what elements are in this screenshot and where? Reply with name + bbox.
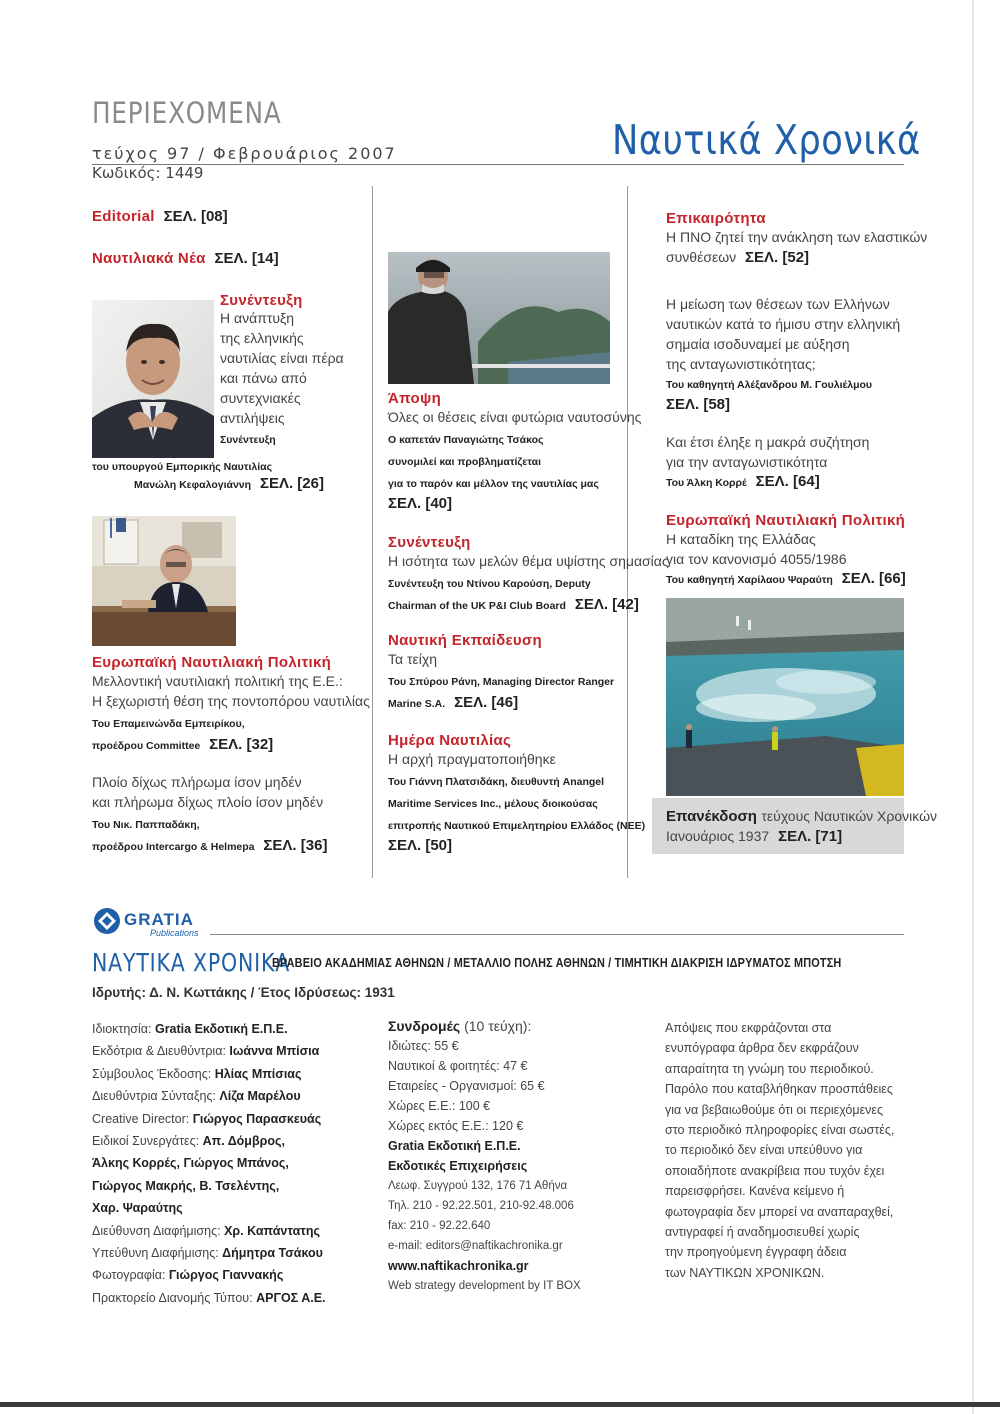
staff-row: Άλκης Κορρές, Γιώργος Μπάνος, [92, 1156, 289, 1171]
contact-fax: fax: 210 - 92.22.640 [388, 1220, 491, 1232]
toc-euro-title: Ευρωπαϊκή Ναυτιλιακή Πολιτική [92, 654, 332, 671]
reissue-date: Ιανουάριος 1937 [666, 828, 770, 844]
footer-rule [210, 934, 904, 935]
toc-interview1-page: ΣΕΛ. [26] [259, 475, 324, 492]
toc-reduction-line: Η μείωση των θέσεων των Ελλήνων [666, 296, 890, 312]
toc-shipday-line1: Η αρχή πραγματοποιήθηκε [388, 751, 556, 767]
staff-row: Υπεύθυνη Διαφήμισης: Δήμητρα Τσάκου [92, 1246, 323, 1261]
captain-photo [388, 252, 610, 384]
headline-line: Η ανάπτυξη [220, 310, 295, 326]
company-name: Gratia Εκδοτική Ε.Π.Ε. [388, 1139, 521, 1153]
toc-euro2-line1: Η καταδίκη της Ελλάδας [666, 531, 816, 547]
toc-shipday-author1: Του Γιάννη Πλατσιδάκη, διευθυντή Anangel [388, 776, 605, 788]
subs-row: Χώρες Ε.Ε.: 100 € [388, 1099, 491, 1113]
disclaimer-line: οποιαδήποτε ανακρίβεια που τυχόν έχει [665, 1163, 885, 1178]
disclaimer [665, 1018, 895, 1283]
toc-current-page: ΣΕΛ. [52] [745, 249, 810, 266]
toc-competition-line1: Και έτσι έληξε η μακρά συζήτηση [666, 434, 870, 450]
minister-portrait [92, 300, 214, 458]
toc-euro2-author: Του καθηγητή Χαρίλαου Ψαραύτη [666, 574, 833, 586]
contact-address: Λεωφ. Συγγρού 132, 176 71 Αθήνα [388, 1180, 568, 1192]
toc-euro2-byline [666, 569, 906, 591]
disclaimer-line: αντιγραφεί ή αναδημοσιευθεί χωρίς [665, 1225, 860, 1240]
toc-opinion-author3: για το παρόν και μέλλον της ναυτιλίας μας [388, 478, 599, 490]
disclaimer-line: Απόψεις που εκφράζονται στα [665, 1021, 832, 1035]
company-desc: Εκδοτικές Επιχειρήσεις [388, 1159, 528, 1173]
contact-phone: Τηλ. 210 - 92.22.501, 210-92.48.006 [388, 1200, 574, 1212]
toc-opinion-title: Άποψη [388, 390, 442, 407]
toc-reduction-author: Του καθηγητή Αλέξανδρου Μ. Γουλιέλμου [666, 379, 873, 391]
staff-row: Σύμβουλος Έκδοσης: Ηλίας Μπίσιας [92, 1066, 302, 1081]
toc-opinion-line1: Όλες οι θέσεις είναι φυτώρια ναυτοσύνης [388, 409, 642, 425]
toc-euro-policy[interactable] [92, 654, 370, 757]
ship-deck-photo [666, 598, 904, 796]
disclaimer-line: παρεισφρήσει. Κανένα κείμενο ή [665, 1184, 845, 1199]
staff-row: Γιώργος Μακρής, Β. Τσελέντης, [92, 1178, 280, 1193]
reissue-bold: Επανέκδοση [666, 808, 757, 825]
subs-row: Εταιρείες - Οργανισμοί: 65 € [388, 1079, 545, 1093]
subs-row: Ναυτικοί & φοιτητές: 47 € [388, 1059, 528, 1073]
toc-shipday-author2: Maritime Services Inc., μέλους διοικούσας [388, 798, 598, 810]
toc-opinion-author1: Ο καπετάν Παναγιώτης Τσάκος [388, 434, 544, 446]
toc-interview1-headline [220, 308, 344, 428]
disclaimer-line: για να βεβαιωθούμε ότι οι περιεχόμενες [665, 1102, 883, 1117]
footer-awards: ΒΡΑΒΕΙΟ ΑΚΑΔΗΜΙΑΣ ΑΘΗΝΩΝ / ΜΕΤΑΛΛΙΟ ΠΟΛΗΣ ΑΘΗΝΩΝ / ΤΙΜΗΤΙΚΗ ΔΙΑΚΡΙΣΗ ΙΔΡΥΜΑΤΟΣ ΜΠΟΤΣΗ [272, 956, 842, 970]
toc-shipday-title: Ημέρα Ναυτιλίας [388, 732, 512, 749]
toc-interview2-line1: Η ισότητα των μελών θέμα υψίστης σημασίας [388, 553, 669, 569]
toc-shipday-page: ΣΕΛ. [50] [388, 837, 453, 854]
toc-euro2[interactable] [666, 512, 906, 591]
toc-opinion[interactable] [388, 390, 641, 512]
reissue-line2 [666, 826, 842, 846]
disclaimer-line: των ΝΑΥΤΙΚΩΝ ΧΡΟΝΙΚΩΝ. [665, 1265, 825, 1280]
toc-crew-author2: προέδρου Intercargo & Helmepa [92, 841, 255, 853]
toc-competition-line2: για την ανταγωνιστικότητα [666, 454, 828, 470]
toc-news-page: ΣΕΛ. [14] [214, 250, 279, 267]
staff-row: Ειδικοί Συνεργάτες: Απ. Δόμβρος, [92, 1134, 285, 1149]
toc-education-line1: Τα τείχη [388, 651, 438, 667]
toc-crew-page: ΣΕΛ. [36] [263, 837, 328, 854]
toc-reduction-line: σημαία ισοδυναμεί με αύξηση [666, 336, 850, 352]
disclaimer-line: ενυπόγραφα άρθρα δεν εκφράζουν [665, 1041, 859, 1056]
toc-crew[interactable] [92, 772, 327, 858]
subs-heading: Συνδρομές (10 τεύχη): [388, 1018, 532, 1034]
headline-line: ναυτιλίας είναι πέρα [220, 350, 344, 366]
reissue-text: τεύχους Ναυτικών Χρονικών [761, 808, 937, 824]
toc-current-byline [666, 247, 927, 267]
disclaimer-line: την προηγούμενη έγγραφη άδεια [665, 1245, 847, 1260]
toc-interview1-name: Μανώλη Κεφαλογιάννη [134, 479, 252, 491]
toc-crew-byline [92, 836, 327, 858]
toc-editorial[interactable] [92, 208, 228, 226]
gratia-logo-icon [92, 906, 122, 936]
subs-row: Ιδιώτες: 55 € [388, 1039, 459, 1053]
toc-interview1-author-line2: του υπουργού Εμπορικής Ναυτιλίας [92, 461, 273, 473]
toc-interview2[interactable] [388, 534, 669, 617]
staff-row: Εκδότρια & Διευθύντρια: Ιωάννα Μπίσια [92, 1044, 320, 1059]
toc-euro-line1: Μελλοντική ναυτιλιακή πολιτική της Ε.Ε.: [92, 673, 343, 689]
headline-line: συντεχνιακές [220, 390, 301, 406]
reissue-page: ΣΕΛ. [71] [778, 828, 843, 845]
toc-competition-page: ΣΕΛ. [64] [755, 473, 820, 490]
toc-competition-byline [666, 472, 869, 494]
disclaimer-line: Παρόλο που καταβλήθηκαν προσπάθειες [665, 1082, 893, 1097]
toc-interview2-author2: Chairman of the UK P&I Club Board [388, 600, 566, 612]
toc-opinion-author2: συνομιλεί και προβληματίζεται [388, 456, 542, 468]
staff-list [92, 1018, 382, 1309]
toc-euro2-title: Ευρωπαϊκή Ναυτιλιακή Πολιτική [666, 512, 906, 529]
toc-current[interactable] [666, 210, 927, 267]
toc-interview2-byline [388, 595, 669, 617]
staff-row: Ιδιοκτησία: Gratia Εκδοτική Ε.Π.Ε. [92, 1022, 288, 1036]
toc-interview1[interactable] [220, 292, 344, 451]
toc-shipday-author3: επιτροπής Ναυτικού Επιμελητηρίου Ελλάδος (ΝΕΕ) [388, 820, 646, 832]
toc-crew-author: Του Νικ. Παππαδάκη, [92, 819, 200, 831]
toc-education-byline [388, 693, 614, 715]
toc-reduction[interactable] [666, 294, 900, 413]
toc-editorial-title: Editorial [92, 208, 155, 225]
toc-interview2-title: Συνέντευξη [388, 534, 471, 551]
footer-title: ΝΑΥΤΙΚΑ ΧΡΟΝΙΚΑ [92, 948, 291, 977]
disclaimer-line: φωτογραφία δεν μπορεί να αναπαραχθεί, [665, 1204, 894, 1219]
toc-interview1-title: Συνέντευξη [220, 292, 303, 309]
toc-euro2-line2: για τον κανονισμό 4055/1986 [666, 551, 847, 567]
disclaimer-line: απαραίτητα τη γνώμη του περιοδικού. [665, 1061, 874, 1076]
issue-line: τεύχος 97 / Φεβρουάριος 2007 [92, 144, 397, 163]
toc-education-author1: Του Σπύρου Ράνη, Managing Director Ranger [388, 676, 615, 688]
toc-education-title: Ναυτική Εκπαίδευση [388, 632, 542, 649]
masthead-title: Ναυτικά Χρονικά [612, 116, 921, 164]
toc-opinion-page: ΣΕΛ. [40] [388, 495, 453, 512]
toc-euro-author2: προέδρου Committee [92, 740, 201, 752]
toc-interview1-author: Συνέντευξη [220, 434, 276, 446]
staff-row: Φωτογραφία: Γιώργος Γιαννακής [92, 1268, 284, 1283]
toc-editorial-page: ΣΕΛ. [08] [163, 208, 228, 225]
toc-current-line2: συνθέσεων [666, 249, 737, 265]
toc-euro2-page: ΣΕΛ. [66] [841, 570, 906, 587]
headline-line: και πάνω από [220, 370, 307, 386]
page-bottom-bar [0, 1402, 1000, 1407]
subscriptions [388, 1016, 628, 1296]
toc-interview1-byline [134, 474, 324, 496]
subs-row: Χώρες εκτός Ε.Ε.: 120 € [388, 1119, 524, 1133]
toc-shipday[interactable] [388, 732, 645, 854]
issue-code: Κωδικός: 1449 [92, 164, 204, 182]
website-link[interactable]: www.naftikachronika.gr [388, 1259, 529, 1273]
toc-reduction-line: ναυτικών κατά το ήμισυ στην ελληνική [666, 316, 901, 332]
staff-row: Διευθύντρια Σύνταξης: Λίζα Μαρέλου [92, 1089, 301, 1104]
toc-news[interactable] [92, 250, 279, 268]
footer-founder: Ιδρυτής: Δ. Ν. Κωττάκης / Έτος Ιδρύσεως: 1931 [92, 985, 395, 1000]
toc-competition[interactable] [666, 432, 869, 494]
toc-education[interactable] [388, 632, 614, 715]
toc-current-title: Επικαιρότητα [666, 210, 766, 227]
toc-euro-author: Του Επαμεινώνδα Εμπειρίκου, [92, 718, 245, 730]
gratia-publications: Publications [150, 928, 199, 938]
contents-title: ΠΕΡΙΕΧΟΜΕΝΑ [92, 96, 282, 130]
staff-row: Creative Director: Γιώργος Παρασκευάς [92, 1111, 322, 1126]
staff-row: Πρακτορείο Διανομής Τύπου: ΑΡΓΟΣ Α.Ε. [92, 1290, 326, 1305]
toc-current-line1: Η ΠΝΟ ζητεί την ανάκληση των ελαστικών [666, 229, 928, 245]
toc-euro-page: ΣΕΛ. [32] [209, 736, 274, 753]
toc-news-title: Ναυτιλιακά Νέα [92, 250, 206, 267]
toc-reduction-line: της ανταγωνιστικότητας; [666, 356, 816, 372]
staff-row: Χαρ. Ψαραύτης [92, 1201, 183, 1216]
column-divider-left [372, 186, 373, 878]
gratia-wordmark: GRATIA [124, 910, 194, 929]
headline-line: της ελληνικής [220, 330, 304, 346]
toc-crew-line1: Πλοίο δίχως πλήρωμα ίσον μηδέν [92, 774, 302, 790]
toc-crew-line2: και πλήρωμα δίχως πλοίο ίσον μηδέν [92, 794, 324, 810]
toc-education-page: ΣΕΛ. [46] [454, 694, 519, 711]
disclaimer-line: στο περιοδικό πληροφορίες είναι σωστές, [665, 1123, 895, 1138]
header-rule [92, 164, 904, 165]
toc-education-author2: Marine S.A. [388, 698, 446, 710]
page-edge [972, 0, 974, 1414]
toc-interview2-page: ΣΕΛ. [42] [574, 596, 639, 613]
disclaimer-line: το περιοδικό δεν είναι υπεύθυνο για [665, 1143, 863, 1158]
web-strategy-credit: Web strategy development by IT BOX [388, 1280, 581, 1292]
office-photo [92, 516, 236, 646]
staff-row: Διεύθυνση Διαφήμισης: Χρ. Καπάντατης [92, 1223, 320, 1238]
reissue-box[interactable] [652, 798, 937, 854]
toc-interview2-author1: Συνέντευξη του Ντίνου Καρούση, Deputy [388, 578, 591, 590]
toc-reduction-page: ΣΕΛ. [58] [666, 396, 731, 413]
headline-line: αντιλήψεις [220, 410, 285, 426]
reissue-line1 [666, 806, 937, 826]
toc-competition-author: Του Άλκη Κορρέ [666, 477, 747, 489]
toc-euro-byline [92, 735, 370, 757]
toc-euro-line2: Η ξεχωριστή θέση της ποντοπόρου ναυτιλίας [92, 693, 370, 709]
contact-email[interactable]: e-mail: editors@naftikachronika.gr [388, 1240, 563, 1252]
